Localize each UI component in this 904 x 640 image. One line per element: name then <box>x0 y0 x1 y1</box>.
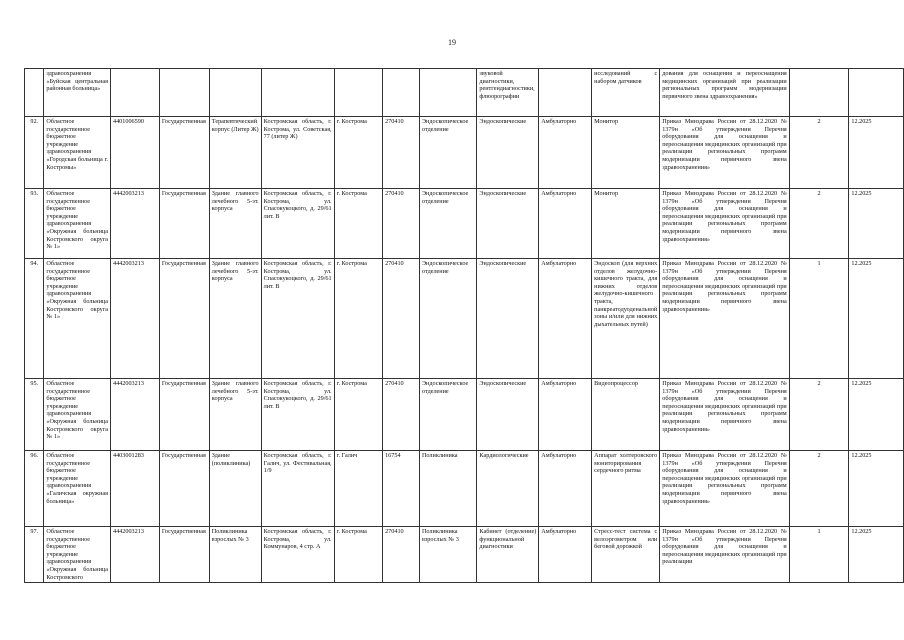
address-cell: Костромская область, г. Кострома, ул. Коммунаров, 4 стр. А <box>261 527 334 583</box>
department-cell: Поликлиника <box>419 451 476 527</box>
equipment-name-cell: Монитор <box>592 117 660 189</box>
legal-basis-cell: Приказ Минздрава России от 28.12.2020 № 1379н «Об утверждении Перечня оборудования для оснащения и переоснащения медицинских организаций при реализации региональных программ модернизации первичного звена здравоохранения» <box>660 379 790 451</box>
building-name-cell: Здание главного лечебного 5-эт. корпуса <box>209 259 261 379</box>
table-row <box>25 527 904 583</box>
equipment-name-cell: исследований с набором датчиков <box>592 69 660 117</box>
table-row <box>25 189 904 259</box>
profile-cell: Кабинет (отделение) функциональной диагностики <box>477 527 539 583</box>
quantity-cell: 2 <box>789 451 849 527</box>
inn-code-cell: 4401006590 <box>110 117 159 189</box>
ownership-form-cell: Государственная <box>159 259 209 379</box>
profile-cell: Кардиологические <box>477 451 539 527</box>
profile-cell: Эндоскопические <box>477 379 539 451</box>
care-conditions-cell: Амбулаторно <box>539 259 592 379</box>
care-conditions-cell: Амбулаторно <box>539 527 592 583</box>
inn-code-cell: 4442003213 <box>110 527 159 583</box>
care-conditions-cell: Амбулаторно <box>539 379 592 451</box>
row-number-cell: 97. <box>25 527 44 583</box>
ownership-form-cell <box>159 69 209 117</box>
inn-code-cell: 4442003213 <box>110 259 159 379</box>
oktmo-code-cell: 270410 <box>383 259 420 379</box>
organization-name-cell: Областное государственное бюджетное учреждение здравоохранения «Галичская окружная больница» <box>44 451 111 527</box>
oktmo-code-cell: 270410 <box>383 527 420 583</box>
building-name-cell: Терапевтический корпус (Литер Ж) <box>209 117 261 189</box>
deadline-cell: 12.2025 <box>849 117 904 189</box>
deadline-cell: 12.2025 <box>849 451 904 527</box>
quantity-cell: 1 <box>789 527 849 583</box>
address-cell: Костромская область, г. Кострома, ул. Спасокукоцкого, д. 29/61 лит. В <box>261 259 334 379</box>
ownership-form-cell: Государственная <box>159 527 209 583</box>
deadline-cell: 12.2025 <box>849 259 904 379</box>
organization-name-cell: Областное государственное бюджетное учреждение здравоохранения «Окружная больница Костромского округа № 1» <box>44 379 111 451</box>
address-cell: Костромская область, г. Галич, ул. Фестивальная, 1/9 <box>261 451 334 527</box>
oktmo-code-cell: 16754 <box>383 451 420 527</box>
row-number-cell: 96. <box>25 451 44 527</box>
care-conditions-cell: Амбулаторно <box>539 189 592 259</box>
legal-basis-cell: Приказ Минздрава России от 28.12.2020 № 1379н «Об утверждении Перечня оборудования для оснащения и переоснащения медицинских организаций при реализации региональных программ модернизации первичного звена здравоохранения» <box>660 189 790 259</box>
legal-basis-cell: Приказ Минздрава России от 28.12.2020 № 1379н «Об утверждении Перечня оборудования для оснащения и переоснащения медицинских организаций при реализации региональных программ модернизации первичного звена здравоохранения» <box>660 451 790 527</box>
equipment-name-cell: Монитор <box>592 189 660 259</box>
city-cell: г. Кострома <box>334 189 382 259</box>
care-conditions-cell: Амбулаторно <box>539 451 592 527</box>
table-row <box>25 451 904 527</box>
department-cell <box>419 69 476 117</box>
deadline-cell <box>849 69 904 117</box>
building-name-cell: Здание (поликлиника) <box>209 451 261 527</box>
ownership-form-cell: Государственная <box>159 451 209 527</box>
table-row <box>25 379 904 451</box>
profile-cell: Эндоскопические <box>477 189 539 259</box>
equipment-table <box>24 68 904 583</box>
city-cell: г. Кострома <box>334 117 382 189</box>
quantity-cell: 1 <box>789 259 849 379</box>
oktmo-code-cell: 270410 <box>383 189 420 259</box>
city-cell: г. Кострома <box>334 379 382 451</box>
legal-basis-cell: Приказ Минздрава России от 28.12.2020 № 1379н «Об утверждении Перечня оборудования для оснащения и переоснащения медицинских организаций при реализации <box>660 527 790 583</box>
quantity-cell: 2 <box>789 379 849 451</box>
deadline-cell: 12.2025 <box>849 379 904 451</box>
department-cell: Поликлиника взрослых № 3 <box>419 527 476 583</box>
organization-name-cell: Областное государственное бюджетное учреждение здравоохранения «Окружная больница Костромского округа № 1» <box>44 259 111 379</box>
page-number: 19 <box>448 38 456 47</box>
table-row <box>25 117 904 189</box>
equipment-name-cell: Эндоскоп (для верхних отделов желудочно-кишечного тракта, для нижних отделов желудочно-кишечного тракта, панкреатодуоденальной зоны и/или для нижних дыхательных путей) <box>592 259 660 379</box>
inn-code-cell: 4442003213 <box>110 189 159 259</box>
building-name-cell <box>209 69 261 117</box>
inn-code-cell: 4442003213 <box>110 379 159 451</box>
address-cell: Костромская область, г. Кострома, ул. Спасокукоцкого, д. 29/61 лит. В <box>261 379 334 451</box>
address-cell: Костромская область, г. Кострома, ул. Советская, 77 (литер Ж) <box>261 117 334 189</box>
address-cell: Костромская область, г. Кострома, ул. Спасокукоцкого, д. 29/61 лит. В <box>261 189 334 259</box>
ownership-form-cell: Государственная <box>159 189 209 259</box>
department-cell: Эндоскопическое отделение <box>419 259 476 379</box>
building-name-cell: Поликлиника взрослых № 3 <box>209 527 261 583</box>
building-name-cell: Здание главного лечебного 5-эт. корпуса <box>209 379 261 451</box>
legal-basis-cell: Приказ Минздрава России от 28.12.2020 № 1379н «Об утверждении Перечня оборудования для оснащения и переоснащения медицинских организаций при реализации региональных программ модернизации первичного звена здравоохранения» <box>660 117 790 189</box>
organization-name-cell: Областное государственное бюджетное учреждение здравоохранения «Окружная больница Костромского <box>44 527 111 583</box>
organization-name-cell: Областное государственное бюджетное учреждение здравоохранения «Городская больница г. Костромы» <box>44 117 111 189</box>
equipment-name-cell: Видеопроцессор <box>592 379 660 451</box>
equipment-name-cell: Стресс-тест система с велоэргометром или беговой дорожкой <box>592 527 660 583</box>
city-cell: г. Кострома <box>334 527 382 583</box>
care-conditions-cell <box>539 69 592 117</box>
city-cell: г. Кострома <box>334 259 382 379</box>
profile-cell: звуковой диагностики, рентгендиагностики, флюорографии <box>477 69 539 117</box>
row-number-cell <box>25 69 44 117</box>
department-cell: Эндоскопическое отделение <box>419 189 476 259</box>
inn-code-cell <box>110 69 159 117</box>
organization-name-cell: здравоохранения «Буйская центральная районная больница» <box>44 69 111 117</box>
oktmo-code-cell <box>383 69 420 117</box>
deadline-cell: 12.2025 <box>849 189 904 259</box>
quantity-cell <box>789 69 849 117</box>
deadline-cell: 12.2025 <box>849 527 904 583</box>
department-cell: Эндоскопическое отделение <box>419 117 476 189</box>
care-conditions-cell: Амбулаторно <box>539 117 592 189</box>
row-number-cell: 93. <box>25 189 44 259</box>
inn-code-cell: 4403001283 <box>110 451 159 527</box>
address-cell <box>261 69 334 117</box>
profile-cell: Эндоскопические <box>477 117 539 189</box>
equipment-name-cell: Аппарат холтеровского мониторирования сердечного ритма <box>592 451 660 527</box>
table-row <box>25 259 904 379</box>
organization-name-cell: Областное государственное бюджетное учреждение здравоохранения «Окружная больница Костромского округа № 1» <box>44 189 111 259</box>
ownership-form-cell: Государственная <box>159 117 209 189</box>
oktmo-code-cell: 270410 <box>383 379 420 451</box>
ownership-form-cell: Государственная <box>159 379 209 451</box>
quantity-cell: 2 <box>789 189 849 259</box>
table-row <box>25 69 904 117</box>
row-number-cell: 95. <box>25 379 44 451</box>
row-number-cell: 92. <box>25 117 44 189</box>
building-name-cell: Здание главного лечебного 5-эт. корпуса <box>209 189 261 259</box>
department-cell: Эндоскопическое отделение <box>419 379 476 451</box>
legal-basis-cell: Приказ Минздрава России от 28.12.2020 № 1379н «Об утверждении Перечня оборудования для оснащения и переоснащения медицинских организаций при реализации региональных программ модернизации первичного звена здравоохранения» <box>660 259 790 379</box>
oktmo-code-cell: 270410 <box>383 117 420 189</box>
city-cell <box>334 69 382 117</box>
city-cell: г. Галич <box>334 451 382 527</box>
row-number-cell: 94. <box>25 259 44 379</box>
legal-basis-cell: дования для оснащения и переоснащения медицинских организаций при реализации региональных программ модернизации первичного звена здравоохранения» <box>660 69 790 117</box>
profile-cell: Эндоскопические <box>477 259 539 379</box>
quantity-cell: 2 <box>789 117 849 189</box>
